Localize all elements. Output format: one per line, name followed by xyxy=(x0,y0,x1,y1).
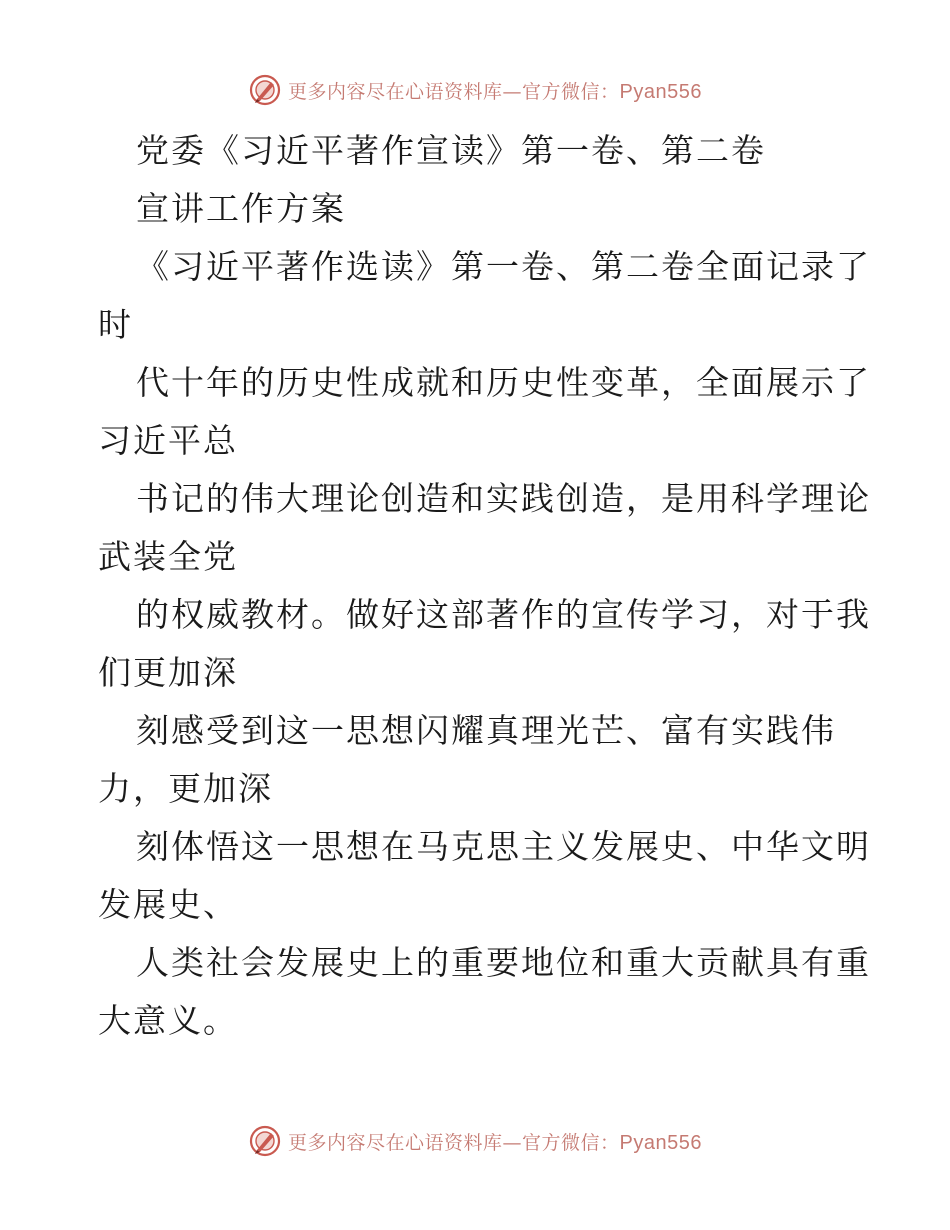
watermark-text: 更多内容尽在心语资料库—官方微信：Pyan556 xyxy=(288,1131,702,1154)
watermark-text: 更多内容尽在心语资料库—官方微信：Pyan556 xyxy=(288,80,702,103)
header-watermark xyxy=(0,70,950,110)
document-title-line: 宣讲工作方案 xyxy=(136,189,346,228)
text-line: 大意义。 xyxy=(98,1001,238,1040)
document-body xyxy=(98,122,871,1050)
watermark-wechat-id: Pyan556 xyxy=(619,80,702,103)
text-line: 武装全党 xyxy=(98,537,238,576)
text-line: 书记的伟大理论创造和实践创造，是用科学理论 xyxy=(136,479,871,518)
text-line: 发展史、 xyxy=(98,885,238,924)
text-line: 习近平总 xyxy=(98,421,238,460)
pen-logo-icon xyxy=(248,1124,282,1158)
pen-logo-icon xyxy=(248,73,282,107)
text-line: 刻感受到这一思想闪耀真理光芒、富有实践伟 xyxy=(136,711,836,750)
text-line: 们更加深 xyxy=(98,653,238,692)
text-line: 代十年的历史性成就和历史性变革，全面展示了 xyxy=(136,363,871,402)
text-line: 《习近平著作选读》第一卷、第二卷全面记录了 xyxy=(136,247,871,286)
text-line: 刻体悟这一思想在马克思主义发展史、中华文明 xyxy=(136,827,871,866)
text-line: 力，更加深 xyxy=(98,769,273,808)
footer-watermark xyxy=(0,1121,950,1161)
text-line: 人类社会发展史上的重要地位和重大贡献具有重 xyxy=(136,943,871,982)
document-title-line: 党委《习近平著作宣读》第一卷、第二卷 xyxy=(136,131,766,170)
text-line: 的权威教材。做好这部著作的宣传学习，对于我 xyxy=(136,595,871,634)
text-line: 时 xyxy=(98,305,133,344)
watermark-wechat-id: Pyan556 xyxy=(619,1131,702,1154)
